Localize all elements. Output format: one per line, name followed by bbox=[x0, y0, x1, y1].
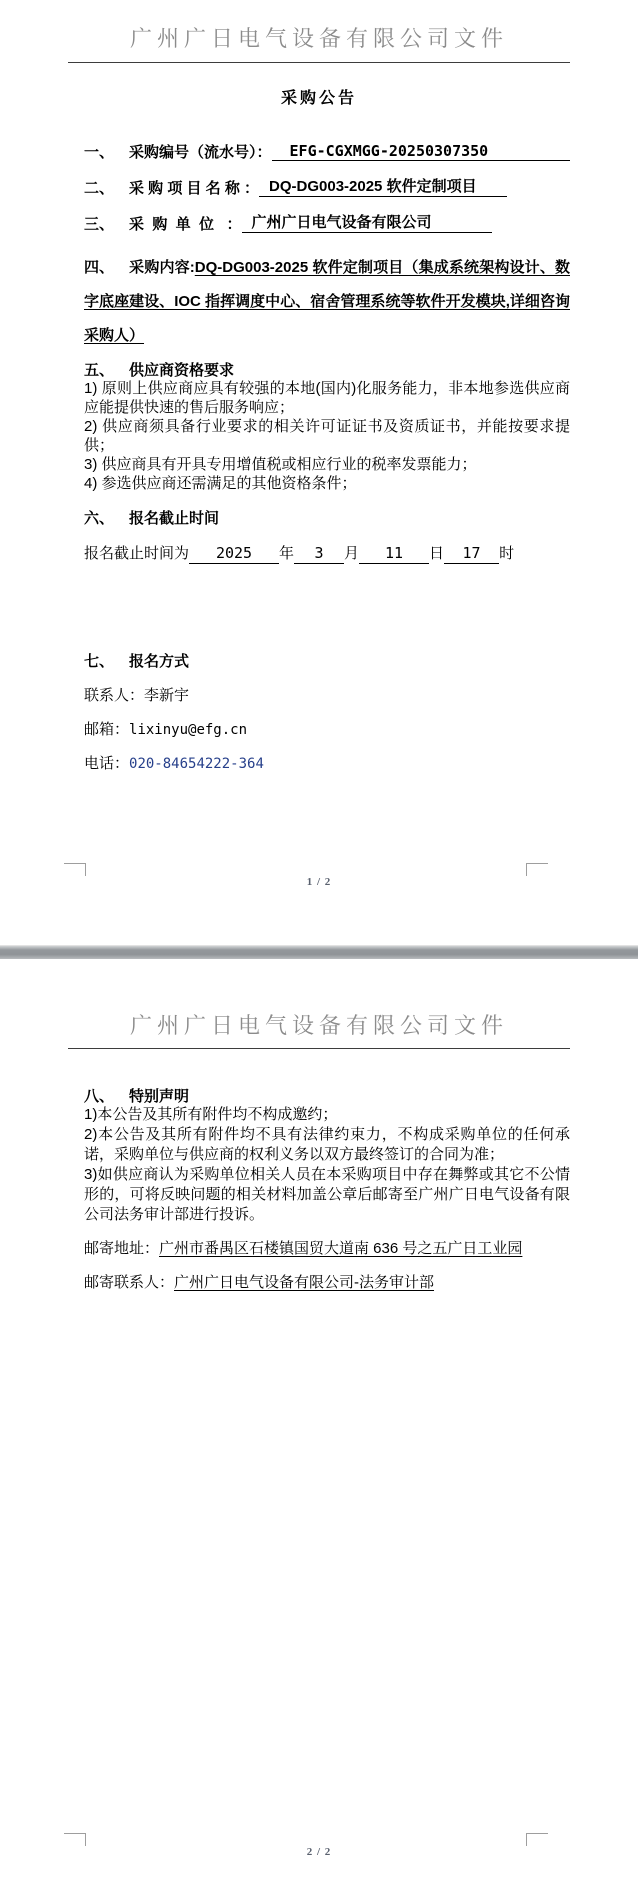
contact-person-value: 李新宇 bbox=[144, 687, 190, 704]
mailing-contact-value: 广州广日电气设备有限公司-法务审计部 bbox=[174, 1274, 435, 1291]
page-2 bbox=[0, 959, 638, 1896]
margin-corner-left-icon bbox=[64, 1833, 86, 1846]
item-purchasing-unit bbox=[84, 215, 570, 233]
item-procurement-number bbox=[84, 143, 570, 161]
mailing-address-value: 广州市番禺区石楼镇国贸大道南 636 号之五广日工业园 bbox=[159, 1240, 523, 1257]
page-1-content bbox=[0, 26, 638, 772]
mailing-contact-row bbox=[84, 1273, 570, 1293]
section-deadline bbox=[84, 511, 570, 527]
section-title: 供应商资格要求 bbox=[129, 362, 235, 379]
section-index: 七、 bbox=[84, 653, 115, 670]
procurement-number-value: EFG-CGXMGG-20250307350 bbox=[272, 143, 570, 161]
procurement-content-value: DQ-DG003-2025 软件定制项目（集成系统架构设计、数字底座建设、IOC 指挥调度中心、宿舍管理系统等软件开发模块,详细咨询采购人） bbox=[84, 259, 570, 344]
page-break-separator bbox=[0, 945, 638, 959]
deadline-prefix: 报名截止时间为 bbox=[84, 545, 190, 562]
requirement-point: 3) 供应商具有开具专用增值税或相应行业的税率发票能力； bbox=[84, 456, 477, 473]
deadline-line bbox=[84, 544, 570, 564]
deadline-day: 11 bbox=[359, 544, 429, 564]
item-index: 一、 bbox=[84, 144, 115, 161]
email-label: 邮箱： bbox=[84, 721, 130, 738]
text-block bbox=[84, 1089, 570, 1293]
page-2-footer bbox=[0, 1833, 638, 1859]
page-1-footer bbox=[0, 863, 638, 889]
project-name-value: DQ-DG003-2025 软件定制项目 bbox=[259, 179, 507, 197]
item-index: 四、 bbox=[84, 259, 115, 276]
text-block bbox=[84, 143, 570, 772]
contact-person-row bbox=[84, 688, 570, 704]
section-supplier-requirements bbox=[84, 363, 570, 379]
statement-point: 1)本公告及其所有附件均不构成邀约； bbox=[84, 1106, 338, 1123]
item-label: 采 购 项 目 名 称 ： bbox=[129, 180, 260, 197]
purchasing-unit-value: 广州广日电气设备有限公司 bbox=[242, 215, 492, 233]
section-index: 五、 bbox=[84, 362, 115, 379]
phone-label: 电话： bbox=[84, 755, 130, 772]
section-title: 特别声明 bbox=[129, 1088, 190, 1105]
letterhead-divider bbox=[68, 1048, 570, 1049]
statement-point: 3)如供应商认为采购单位相关人员在本采购项目中存在舞弊或其它不公情形的，可将反映问题的相关材料加盖公章后邮寄至广州广日电气设备有限公司法务审计部进行投诉。 bbox=[84, 1166, 570, 1223]
deadline-month-unit: 月 bbox=[344, 545, 360, 562]
page-2-content bbox=[0, 959, 638, 1293]
section-index: 八、 bbox=[84, 1088, 115, 1105]
deadline-year-unit: 年 bbox=[279, 545, 295, 562]
margin-corner-left-icon bbox=[64, 863, 86, 876]
item-procurement-content bbox=[84, 251, 570, 353]
deadline-hour-unit: 时 bbox=[499, 545, 515, 562]
page-number: 2 / 2 bbox=[306, 1846, 332, 1858]
document-title: 采购公告 bbox=[280, 90, 357, 107]
item-label: 采 购 单 位 ： bbox=[129, 216, 242, 233]
company-letterhead: 广州广日电气设备有限公司文件 bbox=[129, 26, 508, 51]
item-label: 采购内容: bbox=[129, 259, 195, 276]
margin-corner-right-icon bbox=[526, 1833, 548, 1846]
item-project-name bbox=[84, 179, 570, 197]
mailing-address-row bbox=[84, 1239, 570, 1259]
phone-value: 020-84654222-364 bbox=[129, 756, 264, 772]
section-index: 六、 bbox=[84, 510, 115, 527]
margin-corner-right-icon bbox=[526, 863, 548, 876]
item-label: 采购编号（流水号）： bbox=[129, 144, 272, 161]
requirement-point: 4) 参选供应商还需满足的其他资格条件； bbox=[84, 475, 357, 492]
email-value: lixinyu@efg.cn bbox=[129, 722, 248, 738]
requirement-point: 1) 原则上供应商应具有较强的本地(国内)化服务能力，非本地参选供应商应能提供快速的售后服务响应； bbox=[84, 380, 570, 416]
item-index: 二、 bbox=[84, 180, 115, 197]
section-signup-method bbox=[84, 654, 570, 670]
section-title: 报名截止时间 bbox=[129, 510, 220, 527]
numbered-items bbox=[84, 143, 570, 353]
deadline-day-unit: 日 bbox=[429, 545, 445, 562]
page-number: 1 / 2 bbox=[306, 876, 332, 888]
mailing-address-label: 邮寄地址： bbox=[84, 1240, 160, 1257]
section-special-statement bbox=[84, 1089, 570, 1105]
section-title: 报名方式 bbox=[129, 653, 190, 670]
item-index: 三、 bbox=[84, 216, 115, 233]
mailing-contact-label: 邮寄联系人： bbox=[84, 1274, 175, 1291]
deadline-year: 2025 bbox=[189, 544, 279, 564]
page-1 bbox=[0, 0, 638, 945]
contact-person-label: 联系人： bbox=[84, 687, 145, 704]
letterhead-divider bbox=[68, 62, 570, 63]
deadline-hour: 17 bbox=[444, 544, 499, 564]
phone-row bbox=[84, 756, 570, 772]
company-letterhead: 广州广日电气设备有限公司文件 bbox=[129, 1013, 508, 1038]
email-row bbox=[84, 722, 570, 738]
statement-point: 2)本公告及其所有附件均不具有法律约束力，不构成采购单位的任何承诺，采购单位与供应商的权利义务以双方最终签订的合同为准； bbox=[84, 1126, 570, 1163]
deadline-month: 3 bbox=[294, 544, 344, 564]
requirement-point: 2) 供应商须具备行业要求的相关许可证证书及资质证书，并能按要求提供； bbox=[84, 418, 570, 454]
